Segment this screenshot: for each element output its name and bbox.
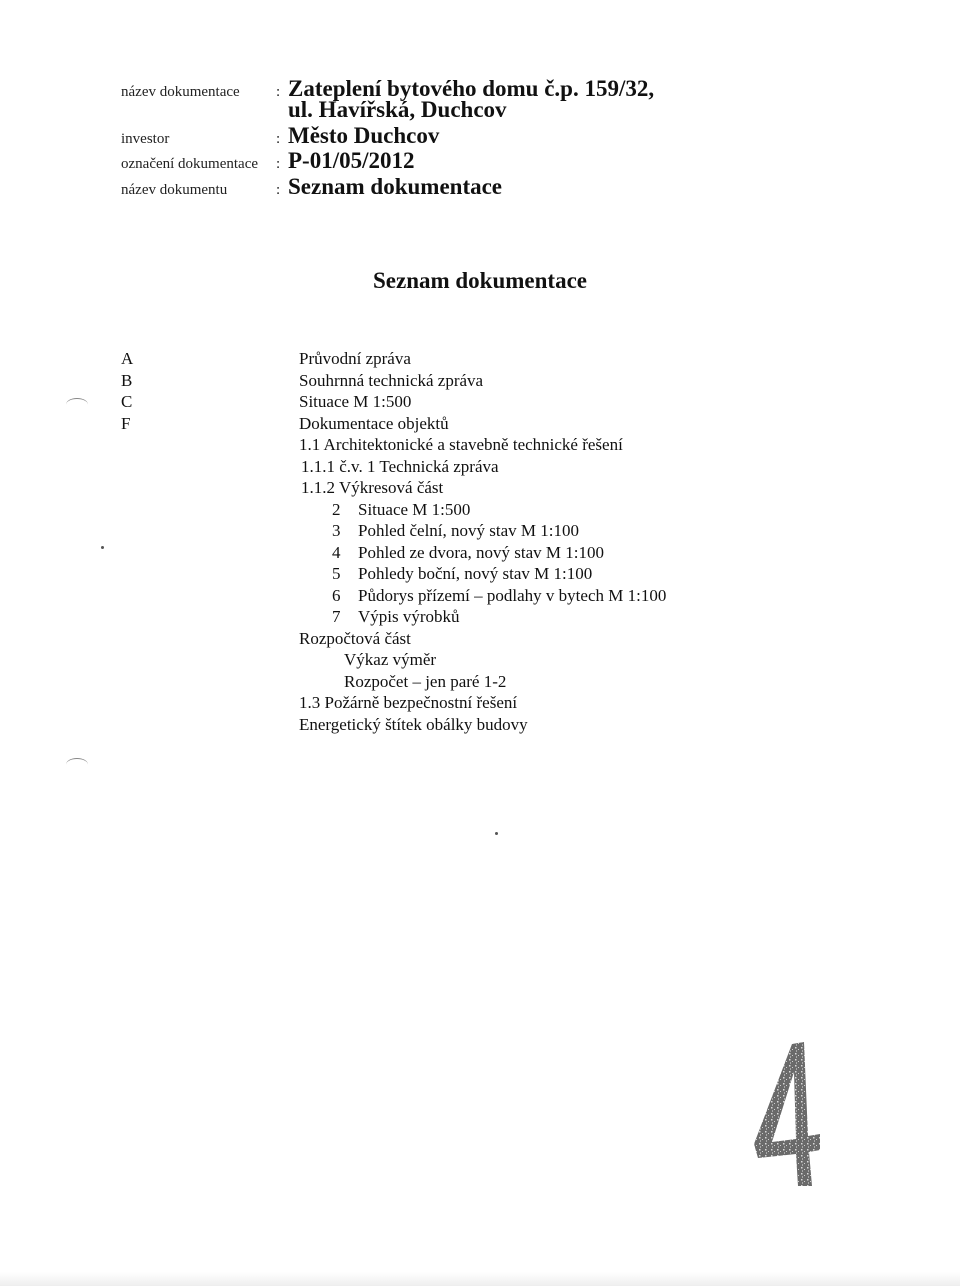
drawing-item bbox=[299, 520, 666, 542]
list-item: Dokumentace objektů bbox=[299, 413, 449, 433]
page-number-stamp bbox=[752, 1040, 822, 1188]
header-label: název dokumentace bbox=[121, 84, 240, 100]
header-separator: : bbox=[276, 131, 281, 147]
header-row-document-code bbox=[121, 148, 415, 174]
header-separator: : bbox=[276, 84, 281, 100]
header-label: investor bbox=[121, 131, 170, 147]
stamp-digit-shape bbox=[754, 1042, 820, 1186]
section-letter: A bbox=[121, 349, 134, 368]
header-value-continuation: ul. Havířská, Duchcov bbox=[288, 97, 507, 122]
list-item: Průvodní zpráva bbox=[299, 349, 411, 368]
section-letters bbox=[121, 348, 133, 434]
drawing-title: Pohled čelní, nový stav M 1:100 bbox=[358, 521, 579, 540]
drawing-item bbox=[299, 542, 666, 564]
header-row-investor bbox=[121, 123, 439, 149]
header-value: P-01/05/2012 bbox=[288, 148, 415, 173]
punch-hole-mark bbox=[66, 398, 88, 411]
drawing-item bbox=[299, 585, 666, 607]
drawing-number: 2 bbox=[332, 499, 341, 519]
list-item: Rozpočet – jen paré 1-2 bbox=[344, 671, 507, 691]
list-item: Situace M 1:500 bbox=[299, 392, 412, 411]
scan-bottom-edge bbox=[0, 1272, 960, 1286]
drawing-number: 3 bbox=[332, 521, 341, 540]
header-label: název dokumentu bbox=[121, 182, 228, 198]
scan-speck bbox=[101, 546, 104, 549]
page-title: Seznam dokumentace bbox=[372, 268, 588, 293]
punch-hole-mark bbox=[66, 758, 88, 771]
section-letter: F bbox=[121, 413, 131, 433]
drawing-number: 6 bbox=[332, 585, 341, 605]
documentation-list bbox=[299, 348, 666, 735]
scan-speck bbox=[495, 832, 498, 835]
header-value: Seznam dokumentace bbox=[288, 174, 503, 199]
list-item: Výkaz výměr bbox=[344, 650, 437, 669]
drawing-title: Půdorys přízemí – podlahy v bytech M 1:100 bbox=[358, 585, 667, 605]
header-label: označení dokumentace bbox=[121, 156, 259, 172]
section-letter: C bbox=[121, 392, 133, 411]
drawing-title: Pohled ze dvora, nový stav M 1:100 bbox=[358, 542, 604, 562]
list-item: 1.1.2 Výkresová část bbox=[301, 478, 444, 497]
drawing-number: 4 bbox=[332, 542, 341, 562]
section-letter: B bbox=[121, 370, 133, 390]
drawing-title: Situace M 1:500 bbox=[358, 499, 471, 519]
drawing-number: 7 bbox=[332, 607, 341, 626]
drawing-title: Pohledy boční, nový stav M 1:100 bbox=[358, 564, 593, 583]
list-item: Energetický štítek obálky budovy bbox=[299, 714, 528, 734]
header-value: Zateplení bytového domu č.p. 159/32, bbox=[288, 76, 655, 101]
header-separator: : bbox=[276, 156, 281, 172]
header-row-document-title bbox=[121, 174, 502, 200]
list-item: Souhrnná technická zpráva bbox=[299, 370, 484, 390]
drawing-title: Výpis výrobků bbox=[358, 607, 460, 626]
header-separator: : bbox=[276, 182, 281, 198]
list-item: 1.1 Architektonické a stavebně technické řešení bbox=[299, 435, 623, 454]
list-item: Rozpočtová část bbox=[299, 628, 411, 648]
list-item: 1.3 Požárně bezpečnostní řešení bbox=[299, 693, 518, 712]
drawing-number: 5 bbox=[332, 564, 341, 583]
header-value: Město Duchcov bbox=[288, 123, 440, 148]
drawing-item bbox=[299, 606, 666, 628]
list-item: 1.1.1 č.v. 1 Technická zpráva bbox=[301, 456, 499, 476]
drawing-item bbox=[299, 499, 666, 521]
drawing-item bbox=[299, 563, 666, 585]
